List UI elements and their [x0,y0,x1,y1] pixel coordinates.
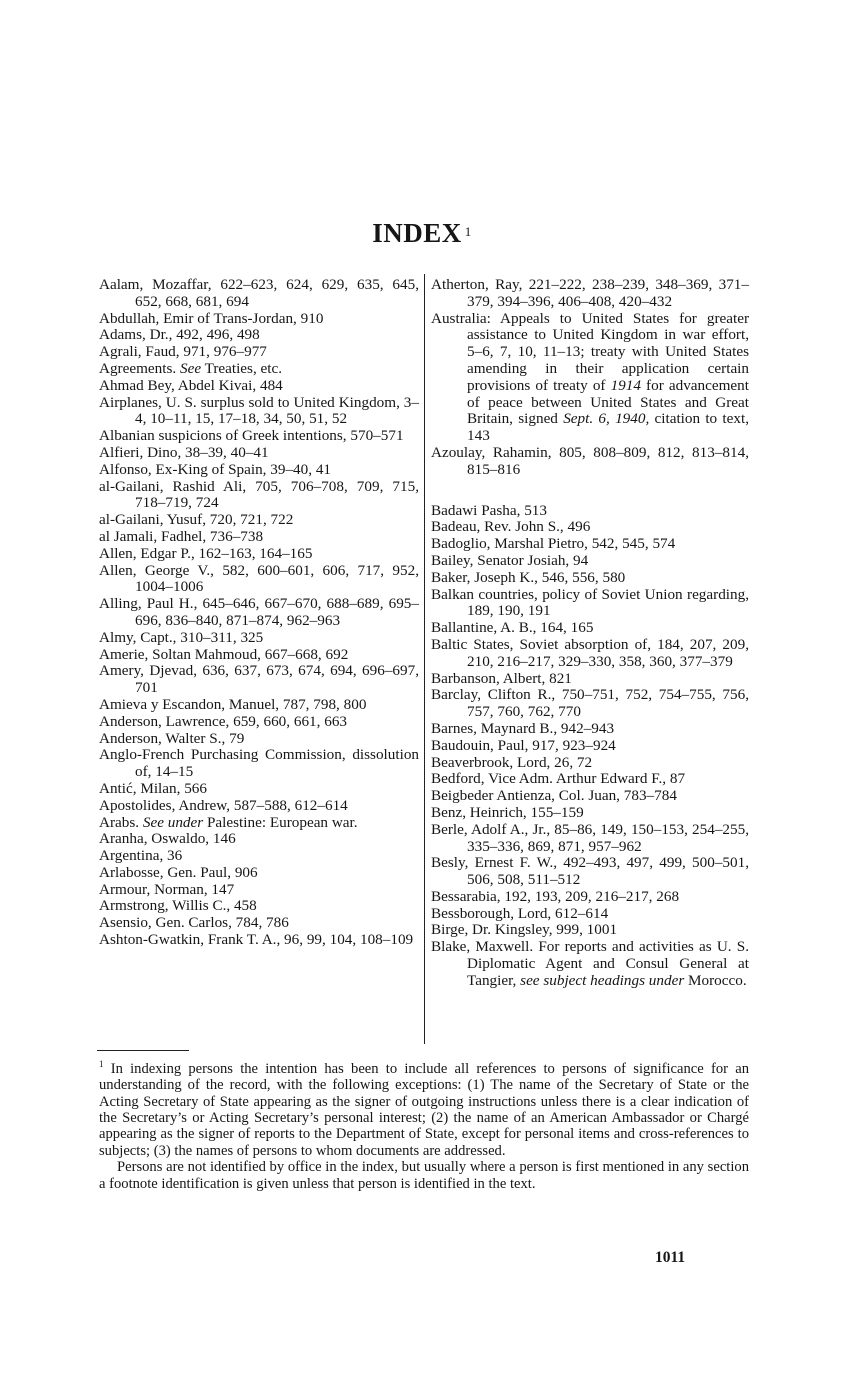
index-entry [431,620,749,637]
index-entry [99,697,419,714]
index-entry-text: Berle, Adolf A., Jr., 85–86, 149, 150–153, 254–255, 335–336, 869, 871, 957–962 [431,820,749,855]
index-entry-text: Badawi Pasha, 513 [431,501,547,519]
index-entry-text: Atherton, Ray, 221–222, 238–239, 348–369, 371–379, 394–396, 406–408, 420–432 [431,276,749,310]
index-entry-text: Alfonso, Ex-King of Spain, 39–40, 41 [99,460,332,478]
index-entry-text: Treaties, etc. [201,359,283,377]
index-entry-text: Aranha, Oswaldo, 146 [99,830,236,848]
index-entry-text: Beigbeder Antienza, Col. Juan, 783–784 [431,787,677,805]
index-column-right [431,277,749,990]
index-entry [99,277,419,311]
index-entry [99,327,419,344]
index-entry-text: Australia: Appeals to United States for greater assistance to United Kingdom in war effort, 5–6, 7, 10, 11–13; treaty with United States amending in their application certain provisions of treaty of [431,309,749,394]
index-entry-text: Barclay, Clifton R., 750–751, 752, 754–755, 756, 757, 760, 762, 770 [431,686,749,721]
index-entry [431,687,749,721]
index-entry [99,512,419,529]
index-entry-text: Baudouin, Paul, 917, 923–924 [431,736,616,754]
index-entry-text: Adams, Dr., 492, 496, 498 [99,326,260,344]
index-entry [99,663,419,697]
index-entry [99,596,419,630]
index-entry [431,738,749,755]
index-entry-text: for advancement of peace between United States and Great Britain, signed [467,376,749,428]
index-entry-text: al Jamali, Fadhel, 736–738 [99,527,264,545]
index-entry [99,747,419,781]
index-column-left [99,277,419,949]
index-entry [431,637,749,671]
title-footnote-mark: 1 [464,224,472,239]
footnote [99,1056,749,1192]
index-entry-text: Besly, Ernest F. W., 492–493, 497, 499, 500–501, 506, 508, 511–512 [431,854,749,889]
index-entry [431,805,749,822]
index-entry-text: Albanian suspicions of Greek intentions, 570–571 [99,427,404,445]
page-number: 1011 [655,1249,686,1266]
index-entry-text: Agrali, Faud, 971, 976–977 [99,343,267,361]
letter-group-gap [431,479,749,503]
index-entry-text: Sept. 6, 1940, [563,410,650,428]
index-entry-text: Beaverbrook, Lord, 26, 72 [431,753,593,771]
index-entry-text: Amery, Djevad, 636, 637, 673, 674, 694, 696–697, 701 [99,662,419,697]
index-entry [431,553,749,570]
index-entry [431,889,749,906]
index-entry [431,503,749,520]
index-entry-text: Azoulay, Rahamin, 805, 808–809, 812, 813–814, 815–816 [431,443,749,478]
index-entry-text: citation to text, 143 [467,410,749,445]
index-entry-text: Benz, Heinrich, 155–159 [431,803,584,821]
index-entry-text: Amerie, Soltan Mahmoud, 667–668, 692 [99,645,349,663]
index-entry [99,361,419,378]
index-entry [431,771,749,788]
index-entry [431,671,749,688]
index-entry-text: Baltic States, Soviet absorption of, 184, 207, 209, 210, 216–217, 329–330, 358, 360, 377–379 [431,635,749,670]
index-entry [99,647,419,664]
index-entry [99,529,419,546]
index-entry [431,587,749,621]
index-entry [99,882,419,899]
index-entry [99,915,419,932]
footnote-mark: 1 [99,1059,104,1069]
index-entry [99,428,419,445]
index-entry [99,714,419,731]
index-entry [431,570,749,587]
index-entry [99,344,419,361]
index-entry-text: al-Gailani, Rashid Ali, 705, 706–708, 709, 715, 718–719, 724 [99,477,419,512]
index-entry-text: Baker, Joseph K., 546, 556, 580 [431,568,626,586]
index-entry-text: Asensio, Gen. Carlos, 784, 786 [99,914,289,932]
column-divider [424,274,425,1044]
index-entry-text: See [179,359,202,377]
index-entry-text: Airplanes, U. S. surplus sold to United Kingdom, 3–4, 10–11, 15, 17–18, 34, 50, 51, 52 [99,393,419,428]
index-entry [431,536,749,553]
index-entry [99,462,419,479]
index-entry-text: See under [142,813,204,831]
index-entry [431,755,749,772]
index-entry-text: Alfieri, Dino, 38–39, 40–41 [99,443,269,461]
index-entry-text: Barbanson, Albert, 821 [431,669,572,687]
index-entry-text: Palestine: European war. [203,813,358,831]
index-entry [431,939,749,989]
index-entry-text: Ahmad Bey, Abdel Kivai, 484 [99,376,283,394]
index-entry-text: 1914 [610,376,641,394]
index-entry-text: Badeau, Rev. John S., 496 [431,518,591,536]
index-entry [99,798,419,815]
index-entry [99,445,419,462]
index-entry-text: Badoglio, Marshal Pietro, 542, 545, 574 [431,535,676,553]
index-entry-text: Allen, George V., 582, 600–601, 606, 717, 952, 1004–1006 [99,561,419,596]
footnote-text-1: In indexing persons the intention has been to include all references to persons of significance for an understanding of the record, with the following exceptions: (1) The name of the Secretary of State or the Acting Secretary of State appearing as the signer of outgoing instructions unless there is a clear indication of the Secretary’s or Acting Secretary’s personal interest; (2) the name of an American Ambassador or Chargé appearing as the signer of reports to the Department of State, except for personal items and cross-references to subjects; (3) the names of persons to whom documents are addressed. [99,1060,749,1159]
index-entry-text: Ashton-Gwatkin, Frank T. A., 96, 99, 104, 108–109 [99,931,414,949]
index-entry [99,815,419,832]
index-entry-text: Balkan countries, policy of Soviet Union regarding, 189, 190, 191 [431,585,749,620]
index-entry-text: Bessborough, Lord, 612–614 [431,904,609,922]
index-entry [99,378,419,395]
index-entry [431,906,749,923]
footnote-paragraph-2: Persons are not identified by office in the index, but usually where a person is first mentioned in any section a footnote identification is given unless that person is identified in the text. [99,1159,749,1192]
index-entry-text: Arlabosse, Gen. Paul, 906 [99,863,258,881]
index-entry [99,848,419,865]
index-entry [99,865,419,882]
index-entry-text: Ballantine, A. B., 164, 165 [431,619,594,637]
index-entry-text: Armstrong, Willis C., 458 [99,897,257,915]
page-title [0,218,844,249]
index-entry [99,563,419,597]
index-entry [99,898,419,915]
index-entry-text: Antić, Milan, 566 [99,779,207,797]
index-entry-text: Alling, Paul H., 645–646, 667–670, 688–689, 695–696, 836–840, 871–874, 962–963 [99,595,419,629]
index-entry-text: Blake, Maxwell. For reports and activities as U. S. Diplomatic Agent and Consul General at Tangier, [431,938,749,989]
index-entry-text: Almy, Capt., 310–311, 325 [99,628,264,646]
title-text: INDEX [372,218,462,248]
index-entry-text: Bessarabia, 192, 193, 209, 216–217, 268 [431,887,680,905]
index-entry [99,311,419,328]
index-entry-text: Anglo-French Purchasing Commission, dissolution of, 14–15 [99,746,419,781]
index-entry [99,731,419,748]
index-entry-text: Allen, Edgar P., 162–163, 164–165 [99,544,313,562]
index-entry-text: al-Gailani, Yusuf, 720, 721, 722 [99,511,294,529]
index-entry [99,546,419,563]
index-entry [99,395,419,429]
index-entry-text: Morocco. [684,971,747,989]
index-entry-text: see subject headings under [520,971,685,989]
index-entry [431,519,749,536]
index-entry-text: Armour, Norman, 147 [99,880,235,898]
index-entry [431,822,749,856]
index-entry-text: Anderson, Walter S., 79 [99,729,245,747]
index-entry [99,781,419,798]
index-entry [431,922,749,939]
index-entry [431,855,749,889]
index-entry-text: Apostolides, Andrew, 587–588, 612–614 [99,796,348,814]
index-entry [431,788,749,805]
index-entry [99,932,419,949]
index-entry-text: Abdullah, Emir of Trans-Jordan, 910 [99,309,324,327]
index-entry [431,445,749,479]
index-entry-text: Arabs. [99,813,143,831]
index-entry [431,721,749,738]
index-entry [431,277,749,311]
index-entry-text: Aalam, Mozaffar, 622–623, 624, 629, 635, 645, 652, 668, 681, 694 [99,276,419,310]
index-entry-text: Anderson, Lawrence, 659, 660, 661, 663 [99,712,348,730]
index-entry-text: Amieva y Escandon, Manuel, 787, 798, 800 [99,695,367,713]
index-entry-text: Birge, Dr. Kingsley, 999, 1001 [431,921,618,939]
index-entry-text: Bedford, Vice Adm. Arthur Edward F., 87 [431,770,686,788]
footnote-rule [97,1050,189,1051]
index-entry [99,630,419,647]
index-entry [99,479,419,513]
index-entry [99,831,419,848]
index-entry [431,311,749,445]
index-entry-text: Agreements. [99,359,180,377]
index-entry-text: Argentina, 36 [99,847,183,865]
index-entry-text: Barnes, Maynard B., 942–943 [431,719,615,737]
footnote-paragraph-1 [99,1056,749,1159]
index-entry-text: Bailey, Senator Josiah, 94 [431,551,589,569]
